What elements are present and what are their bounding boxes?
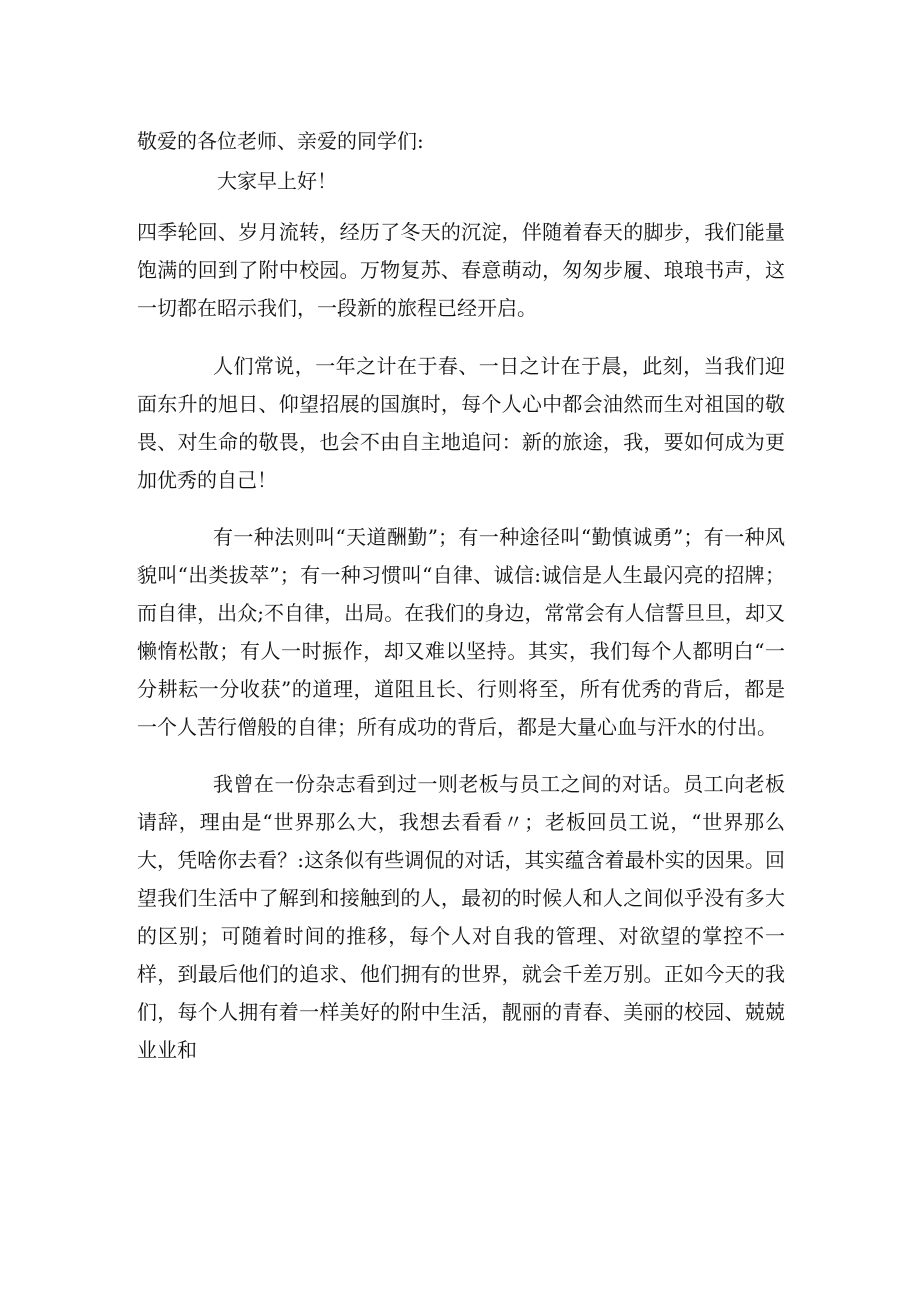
greeting-line: 大家早上好！ [217,169,337,193]
paragraph-4: 我曾在一份杂志看到过一则老板与员工之间的对话。员工向老板请辞，理由是“世界那么大，我想去看看〃；老板回员工说，“世界那么大，凭啥你去看？:这条似有些调侃的对话，其实蕴含着最朴实的因果。回望我们生活中了解到和接触到的人，最初的时候人和人之间似乎没有多大的区别；可随着时间的推移，每个人对自我的管理、对欲望的掌控不一样，到最后他们的追求、他们拥有的世界，就会千差万别。正如今天的我们，每个人拥有着一样美好的附中生活，靓丽的青春、美丽的校园、兢兢业业和 [137,772,785,1062]
salutation: 敬爱的各位老师、亲爱的同学们: [137,129,424,153]
paragraph-1: 四季轮回、岁月流转，经历了冬天的沉淀，伴随着春天的脚步，我们能量饱满的回到了附中校园。万物复苏、春意萌动，匆匆步履、琅琅书声，这一切都在昭示我们，一段新的旅程已经开启。 [137,220,785,320]
paragraph-2: 人们常说，一年之计在于春、一日之计在于晨，此刻，当我们迎面东升的旭日、仰望招展的国旗时，每个人心中都会油然而生对祖国的敬畏、对生命的敬畏，也会不由自主地追问：新的旅途，我，要如何成为更加优秀的自己！ [137,354,785,492]
paragraph-3: 有一种法则叫“天道酬勤”；有一种途径叫“勤慎诚勇”；有一种风貌叫“出类拔萃”；有一种习惯叫“自律、诚信:诚信是人生最闪亮的招牌；而自律，出众;不自律，出局。在我们的身边，常常会有人信誓旦旦，却又懒惰松散；有人一时振作，却又难以坚持。其实，我们每个人都明白“一分耕耘一分收获”的道理，道阻且长、行则将至，所有优秀的背后，都是一个人苦行僧般的自律；所有成功的背后，都是大量心血与汗水的付出。 [137,525,785,739]
speech-body [137,121,785,1069]
